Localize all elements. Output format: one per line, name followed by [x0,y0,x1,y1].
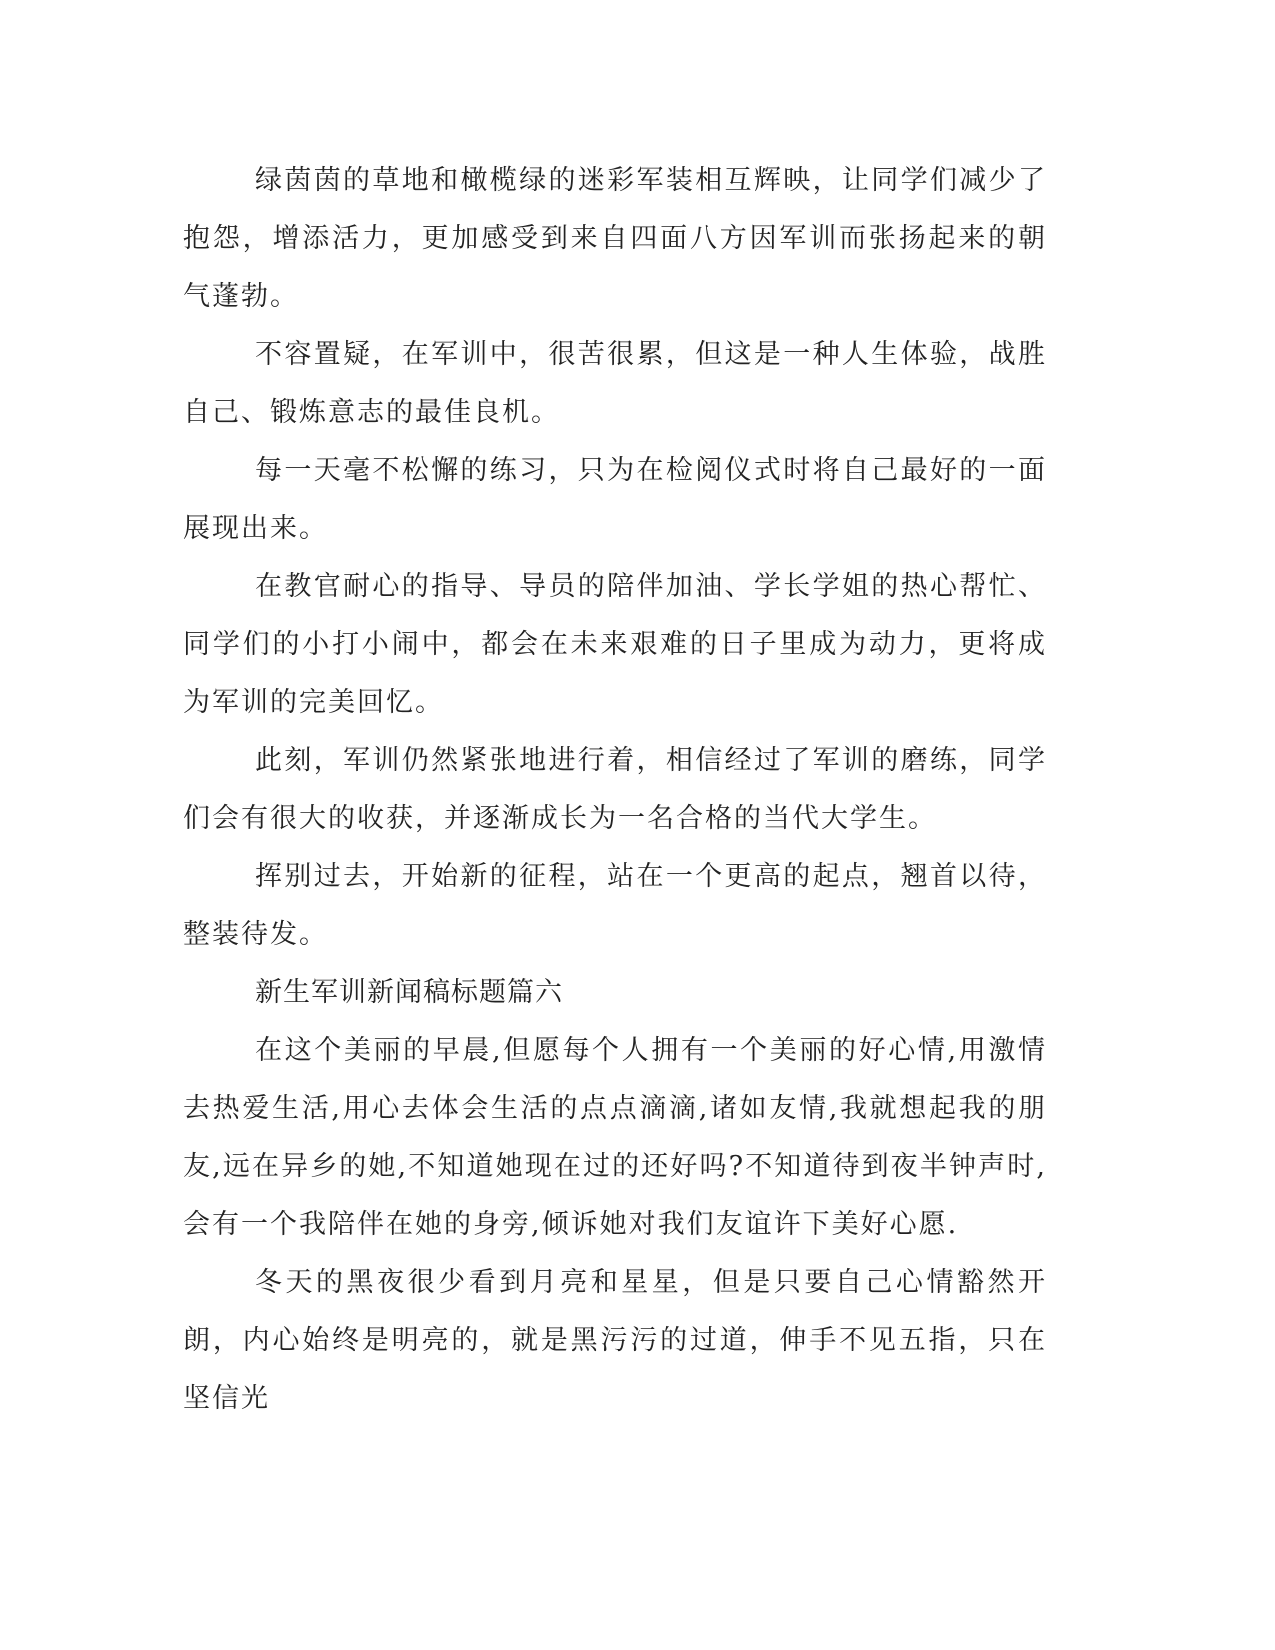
paragraph: 在这个美丽的早晨,但愿每个人拥有一个美丽的好心情,用激情去热爱生活,用心去体会生活的点点滴滴,诸如友情,我就想起我的朋友,远在异乡的她,不知道她现在过的还好吗?不知道待到夜半钟声时,会有一个我陪伴在她的身旁,倾诉她对我们友谊许下美好心愿. [183,1035,1047,1240]
paragraph: 此刻，军训仍然紧张地进行着，相信经过了军训的磨练，同学们会有很大的收获，并逐渐成长为一名合格的当代大学生。 [183,745,1047,834]
paragraph: 挥别过去，开始新的征程，站在一个更高的起点，翘首以待，整装待发。 [183,861,1047,950]
section-heading: 新生军训新闻稿标题篇六 [255,977,563,1008]
paragraph: 冬天的黑夜很少看到月亮和星星，但是只要自己心情豁然开朗，内心始终是明亮的，就是黑污污的过道，伸手不见五指，只在坚信光 [183,1267,1047,1414]
paragraph: 绿茵茵的草地和橄榄绿的迷彩军装相互辉映，让同学们减少了抱怨，增添活力，更加感受到来自四面八方因军训而张扬起来的朝气蓬勃。 [183,165,1047,312]
paragraph: 每一天毫不松懈的练习，只为在检阅仪式时将自己最好的一面展现出来。 [183,455,1047,544]
paragraph: 不容置疑，在军训中，很苦很累，但这是一种人生体验，战胜自己、锻炼意志的最佳良机。 [183,339,1047,428]
paragraph: 在教官耐心的指导、导员的陪伴加油、学长学姐的热心帮忙、同学们的小打小闹中，都会在未来艰难的日子里成为动力，更将成为军训的完美回忆。 [183,571,1047,718]
document-body [183,152,1047,1428]
